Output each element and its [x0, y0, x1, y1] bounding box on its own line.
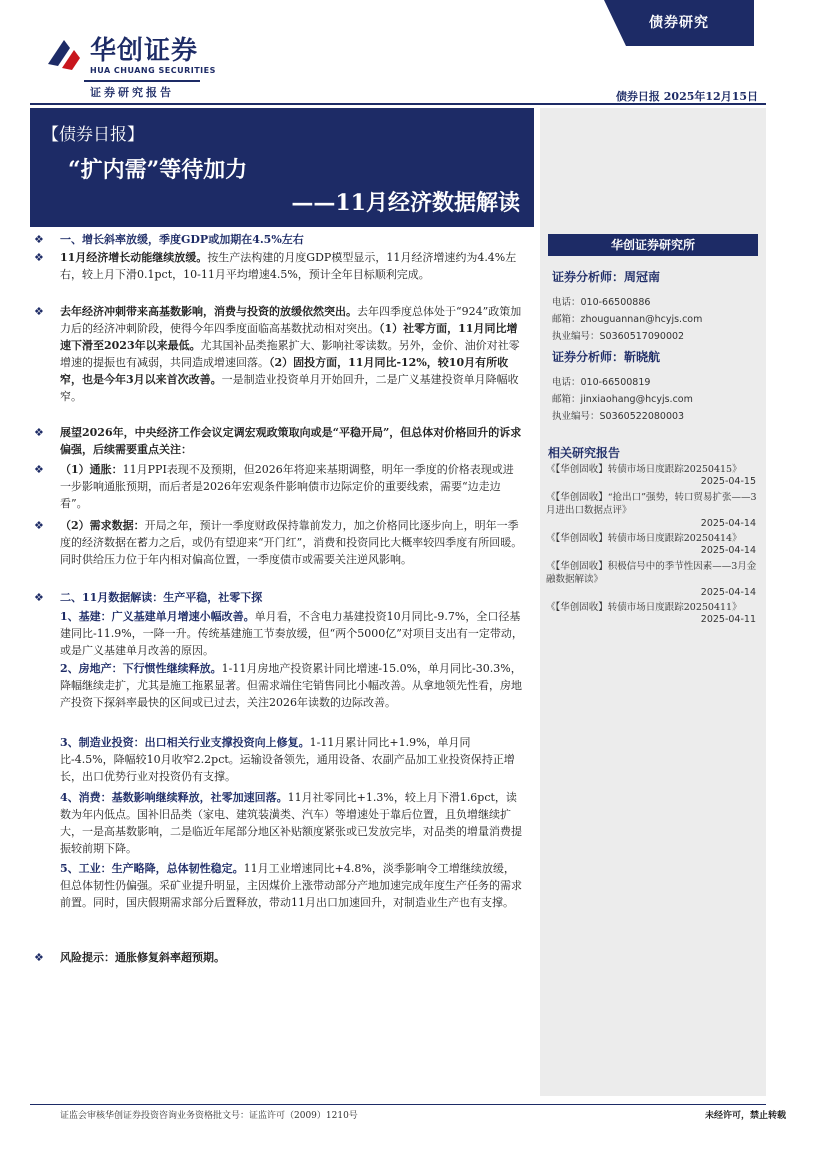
related-report-1-date: 2025-04-15	[700, 476, 756, 487]
bullet-outlook: ❖ 展望2026年，中央经济工作会议定调宏观政策取向或是“平稳开局”，但总体对价格回升的诉求偏强，后续需要重点关注：	[34, 426, 522, 456]
logo-rule	[84, 80, 200, 82]
related-reports-heading: 相关研究报告	[548, 446, 621, 460]
bullet-growth: ❖ 11月经济增长动能继续放缓。按生产法构建的月度GDP模型显示，11月经济增速约为4.4%左右，较上月下滑0.1pct，10-11月平均增速4.5%，预计全年目标顺利完成。	[34, 251, 517, 281]
analyst-1-email[interactable]: 邮箱：zhouguannan@hcyjs.com	[552, 314, 703, 325]
analyst-1-phone: 电话：010-66500886	[552, 297, 651, 308]
analyst-2-license: 执业编号：S0360522080003	[552, 411, 685, 422]
bullet-diamond-icon: ❖	[34, 251, 44, 264]
bullet-diamond-icon: ❖	[34, 591, 44, 604]
related-report-4[interactable]: 《【华创固收】积极信号中的季节性因素——3月金融数据解读》	[546, 561, 757, 585]
bullet-diamond-icon: ❖	[34, 233, 44, 246]
related-report-2[interactable]: 《【华创固收】“抢出口”强势，转口贸易扩张——3月进出口数据点评》	[546, 492, 757, 516]
bullet-diamond-icon: ❖	[34, 305, 44, 318]
analyst-1-license: 执业编号：S0360517090002	[552, 331, 685, 342]
footer-license: 证监会审核华创证券投资咨询业务资格批文号：证监许可（2009）1210号	[60, 1111, 358, 1121]
para-real-estate: 2、房地产：下行惯性继续释放。1-11月房地产投资累计同比增速-15.0%，单月同比-30.3%，降幅继续走扩，尤其是施工拖累显著。但需求端住宅销售同比小幅改善。从拿地领先性看，房地产投资下探斜率最快的区间或已过去，关注2026年读数的边际改善。	[60, 662, 522, 709]
risk-warning: ❖ 风险提示：通胀修复斜率超预期。	[34, 951, 225, 964]
bullet-demand: ❖ （2）需求数据：开局之年，预计一季度财政保持靠前发力，加之价格同比逐步向上，明年一季度的经济数据在蓄力之后，或仍有望迎来“开门红”，消费和投资同比大概率较四季度有所回暖。同时供给压力位于年内相对偏高位置，一季度债市或需要关注逆风影响。	[34, 519, 523, 566]
para-consumption: 4、消费：基数影响继续释放，社零加速回落。11月社零同比+1.3%，较上月下滑1.6pct，读数为年内低点。国补旧品类（家电、建筑装潢类、汽车）等增速处于靠后位置，且负增继续扩大，一是高基数影响，二是临近年尾部分地区补贴额度紧张或已发放完毕，对品类的增量消费提振较前期下降。	[60, 791, 522, 855]
institute-header: 华创证券研究所	[548, 234, 758, 256]
analyst-1-title: 证券分析师：周冠南	[552, 270, 661, 284]
related-report-1[interactable]: 《【华创固收】转债市场日度跟踪20250415》	[546, 464, 742, 475]
sidebar	[540, 108, 766, 1096]
related-report-5[interactable]: 《【华创固收】转债市场日度跟踪20250411》	[546, 602, 742, 613]
logo-text-en: HUA CHUANG SECURITIES	[90, 66, 216, 75]
bullet-inflation: ❖ （1）通胀：11月PPI表现不及预期，但2026年将迎来基期调整，明年一季度的价格表现或进一步影响通胀预期，而后者是2026年宏观条件影响债市边际定价的重要线索，需要“边走边看”。	[34, 463, 514, 510]
bullet-diamond-icon: ❖	[34, 951, 44, 964]
section-1-heading: ❖ 一、增长斜率放缓，季度GDP或加期在4.5%左右	[34, 233, 304, 246]
para-manufacturing: 3、制造业投资：出口相关行业支撑投资向上修复。1-11月累计同比+1.9%，单月同比-4.5%，降幅较10月收窄2.2pct。运输设备领先，通用设备、农副产品加工业投资保持正增长，出口优势行业对投资仍有支撑。	[60, 736, 515, 783]
report-subtitle: ——11月经济数据解读	[291, 190, 520, 216]
analyst-2-phone: 电话：010-66500819	[552, 377, 651, 388]
section-2-heading: ❖ 二、11月数据解读：生产平稳，社零下探	[34, 591, 263, 604]
bullet-diamond-icon: ❖	[34, 463, 44, 476]
bullet-diamond-icon: ❖	[34, 519, 44, 532]
footer-copyright: 未经许可，禁止转载	[704, 1111, 786, 1121]
logo-text-cn: 华创证券	[90, 36, 199, 66]
company-logo-icon	[44, 34, 84, 74]
report-date: 债券日报 2025年12月15日	[615, 90, 758, 103]
bullet-base-effect: ❖ 去年经济冲刺带来高基数影响，消费与投资的放缓依然突出。去年四季度总体处于“924”政策加力后的经济冲刺阶段，使得今年四季度面临高基数扰动相对突出。（1）社零方面，11月同比增速下滑至2023年以来最低。尤其国补品类拖累扩大、影响社零读数。另外，金价、油价对社零增速的提振也有减弱，共同造成增速回落。（2）固投方面，11月同比-12%，较10月有所收窄，也是今年3月以来首次改善。一是制造业投资单月开始回升，二是广义基建投资单月降幅收窄。	[34, 305, 522, 403]
corner-tab-label: 债券研究	[649, 15, 709, 31]
report-type: 证券研究报告	[90, 86, 174, 99]
related-report-3-date: 2025-04-14	[700, 545, 756, 556]
report-title: “扩内需”等待加力	[68, 157, 248, 183]
bullet-diamond-icon: ❖	[34, 426, 44, 439]
header-divider	[30, 103, 766, 105]
para-infrastructure: 1、基建：广义基建单月增速小幅改善。单月看，不含电力基建投资10月同比-9.7%，全口径基建同比-11.9%，一降一升。传统基建施工节奏放缓，但“两个5000亿”对项目支出有一定带动，或是广义基建单月改善的原因。	[60, 610, 523, 657]
related-report-4-date: 2025-04-14	[700, 587, 756, 598]
related-report-3[interactable]: 《【华创固收】转债市场日度跟踪20250414》	[546, 533, 742, 544]
related-report-5-date: 2025-04-11	[700, 614, 756, 625]
analyst-2-title: 证券分析师：靳晓航	[552, 350, 661, 364]
para-industry: 5、工业：生产略降，总体韧性稳定。11月工业增速同比+4.8%，淡季影响令工增继续放缓，但总体韧性仍偏强。采矿业提升明显，主因煤价上涨带动部分产地加速完成年度生产任务的需求前置。同时，国庆假期需求部分后置释放，带动11月出口加速回升，对制造业生产也有支撑。	[60, 862, 522, 909]
footer-divider	[30, 1104, 766, 1105]
title-band	[30, 108, 534, 227]
analyst-2-email[interactable]: 邮箱：jinxiaohang@hcyjs.com	[552, 394, 693, 405]
report-tag: 【债券日报】	[42, 125, 144, 145]
related-report-2-date: 2025-04-14	[700, 518, 756, 529]
